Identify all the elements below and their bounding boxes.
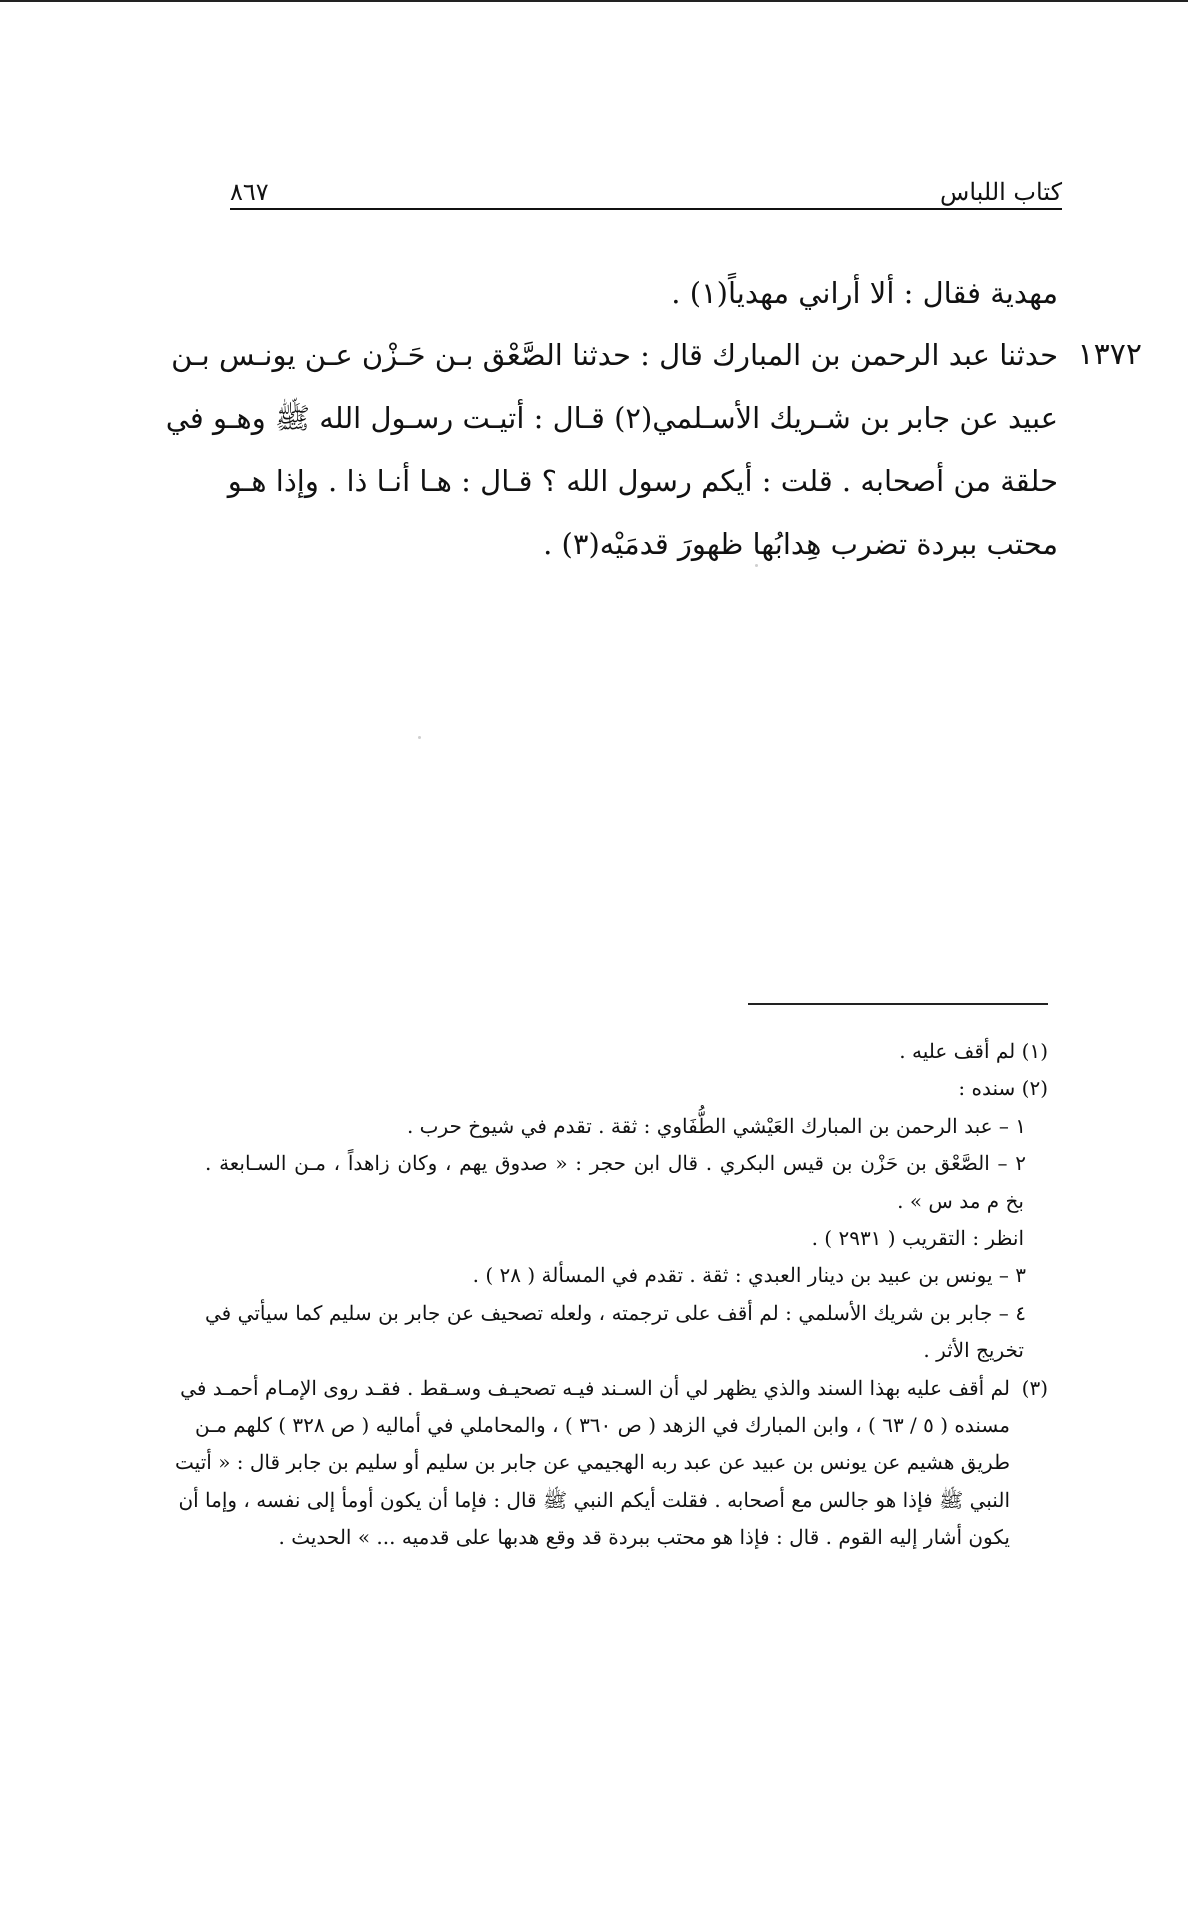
book-title: كتاب اللباس [940, 178, 1062, 206]
hadith-line: حدثنا عبد الرحمن بن المبارك قال : حدثنا الصَّعْق بـن حَـزْن عـن يونـس بـن [171, 338, 1058, 372]
opening-line: مهدية فقال : ألا أراني مهدياً(١) . [671, 276, 1058, 310]
footnote-2-item: تخريج الأثر . [923, 1338, 1024, 1363]
footnotes [175, 1033, 1048, 1557]
footnote-2-item: ٣ – يونس بن عبيد بن دينار العبدي : ثقة . تقدم في المسألة ( ٢٨ ) . [472, 1263, 1026, 1288]
footnote-separator [748, 1003, 1048, 1005]
hadith-line: حلقة من أصحابه . قلت : أيكم رسول الله ؟ قـال : هـا أنـا ذا . وإذا هـو [227, 464, 1058, 498]
footnote-2-item: ٢ – الصَّعْق بن حَزْن بن قيس البكري . قال ابن حجر : « صدوق يهم ، وكان زاهداً ، مـن السـابعة . [205, 1151, 1026, 1176]
footnote-3-line: لم أقف عليه بهذا السند والذي يظهر لي أن السـند فيـه تصحيـف وسـقط . فقـد روى الإمـام أحمـد في [180, 1375, 1010, 1400]
scan-speck [418, 736, 421, 739]
footnote-3-line: النبي ﷺ فإذا هو جالس مع أصحابه . فقلت أيكم النبي ﷺ قال : فإما أن يكون أومأ إلى نفسه ، وإما أن [178, 1487, 1010, 1512]
footnote-2-item: بخ م مد س » . [897, 1188, 1024, 1213]
footnote-3-line: طريق هشيم عن يونس بن عبيد عن عبد ربه الهجيمي عن جابر بن سليم أو سليم بن جابر قال : « أتيت [175, 1450, 1010, 1475]
hadith-line: عبيد عن جابر بن شـريك الأسـلمي(٢) قـال : أتيـت رسـول الله ﷺ وهـو في [165, 401, 1058, 435]
footnote-3 [175, 1370, 1048, 1557]
running-head [230, 160, 1062, 210]
footnote-2-item: ٤ – جابر بن شريك الأسلمي : لم أقف على ترجمته ، ولعله تصحيف عن جابر بن سليم كما سيأتي في [205, 1300, 1027, 1325]
page-number: ٨٦٧ [230, 178, 269, 206]
footnote-3-line: مسنده ( ٥ / ٦٣ ) ، وابن المبارك في الزهد ( ص ٣٦٠ ) ، والمحاملي في أماليه ( ص ٣٢٨ ) كلهم مـن [195, 1413, 1010, 1438]
footnote-1: (١) لم أقف عليه . [899, 1039, 1048, 1063]
hadith-number: ١٣٧٢ [1077, 337, 1142, 372]
scan-top-edge [0, 0, 1188, 2]
footnote-3-number: (٣) [1021, 1375, 1048, 1400]
scan-speck [755, 564, 758, 567]
footnote-2-title: (٢) سنده : [958, 1076, 1048, 1101]
hadith-line: محتب ببردة تضرب هِدابُها ظهورَ قدمَيْه(٣) . [543, 527, 1058, 561]
main-text [165, 262, 1142, 576]
footnote-3-line: يكون أشار إليه القوم . قال : فإذا هو محتب ببردة قد وقع هدبها على قدميه ... » الحديث . [278, 1525, 1010, 1550]
footnote-3-body [175, 1370, 1048, 1557]
footnote-2-item: ١ – عبد الرحمن بن المبارك العَيْشي الطُّفَاوي : ثقة . تقدم في شيوخ حرب . [406, 1113, 1026, 1138]
hadith-block [165, 324, 1142, 576]
footnote-2-item: انظر : التقريب ( ٢٩٣١ ) . [811, 1226, 1024, 1251]
